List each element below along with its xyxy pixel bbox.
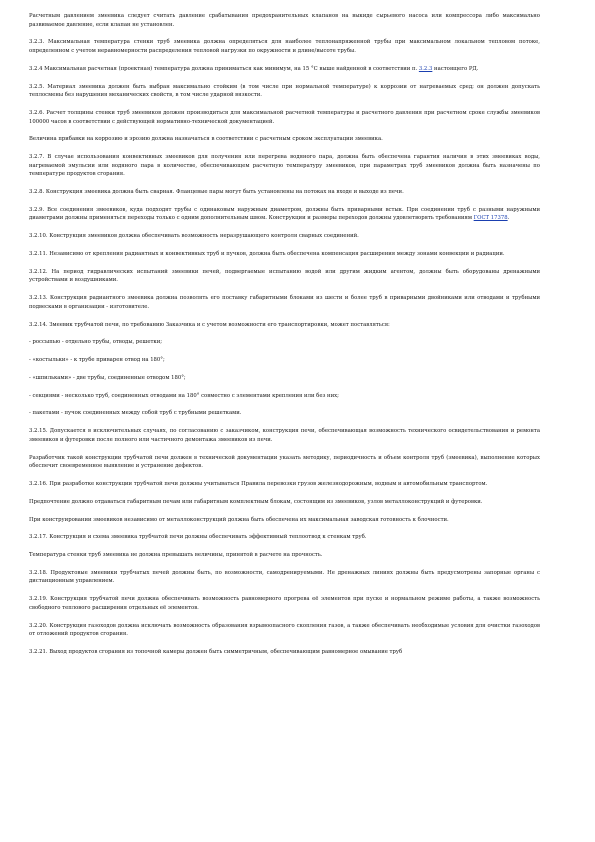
paragraph-text: 3.2.4 Максимальная расчетная (проектная) температура должна приниматься как минимум, на 15 °С выше найденной в соответствии п. bbox=[29, 65, 419, 72]
paragraph-text: 3.2.17. Конструкция и схема змеевика трубчатой печи должны обеспечивать эффективный теплоотвод к стенкам труб. bbox=[29, 534, 367, 541]
paragraph bbox=[29, 409, 540, 418]
paragraph-text: 3.2.18. Продуктовые змеевики трубчатых печей должны быть, по возможности, самодренируемыми. Не дренажных линиях должны быть предусмотрены запорные органы с дистанционным управлением. bbox=[29, 569, 540, 585]
paragraph bbox=[29, 356, 540, 365]
paragraph bbox=[29, 268, 540, 285]
paragraph bbox=[29, 38, 540, 55]
paragraph-text: 3.2.12. На период гидравлических испытаний змеевики печей, подвергаемые испытанию водой или другим жидким агентом, должны быть оборудованы дренажными устройствами и воздушниками. bbox=[29, 268, 540, 284]
paragraph bbox=[29, 392, 540, 401]
paragraph-text: - секциями - несколько труб, соединенных отводами на 180° совместно с элементами крепления или без них; bbox=[29, 392, 339, 399]
paragraph bbox=[29, 498, 540, 507]
reference-link[interactable]: ГОСТ 17378 bbox=[473, 215, 508, 222]
paragraph bbox=[29, 250, 540, 259]
paragraph-text: 3.2.16. При разработке конструкции трубчатой печи должны учитываться Правила перевозки грузов железнодорожным, водным и автомобильным транспортом. bbox=[29, 480, 488, 487]
paragraph bbox=[29, 595, 540, 612]
reference-link[interactable]: 3.2.3 bbox=[418, 65, 433, 72]
paragraph-text: 3.2.11. Независимо от крепления радиантных и конвективных труб и пучков, должна быть обеспечена компенсация расширения между зонами конвекции и радиации. bbox=[29, 250, 505, 257]
paragraph bbox=[29, 427, 540, 444]
paragraph-text: 3.2.10. Конструкция змеевиков должна обеспечивать возможность неразрушающего контроля сварных соединений. bbox=[29, 233, 359, 240]
paragraph bbox=[29, 533, 540, 542]
paragraph bbox=[29, 374, 540, 383]
paragraph bbox=[29, 294, 540, 311]
paragraph bbox=[29, 648, 540, 657]
paragraph-text-after-link: настоящего РД. bbox=[432, 65, 479, 72]
paragraph bbox=[29, 321, 540, 330]
paragraph-text: Предпочтение должно отдаваться габаритным печам или габаритным комплектным блокам, состоящим из змеевиков, узлов металлоконструкций и футеровки. bbox=[29, 498, 483, 505]
paragraph-text: Расчетным давлением змеевика следует считать давление срабатывания предохранительных клапанов на выкиде сырьевого насоса или компрессора либо максимально развиваемое давление, если клапан не установлен. bbox=[29, 13, 540, 28]
paragraph bbox=[29, 232, 540, 241]
paragraph bbox=[29, 12, 540, 29]
paragraph-text: - пакетами - пучок соединенных между собой труб с трубными решетками. bbox=[29, 410, 242, 417]
paragraph bbox=[29, 135, 540, 144]
paragraph-text: 3.2.14. Змеевик трубчатой печи, по требованию Заказчика и с учетом возможности его транспортировки, может поставляться: bbox=[29, 321, 390, 328]
paragraph bbox=[29, 109, 540, 126]
paragraph bbox=[29, 622, 540, 639]
paragraph-text: 3.2.3. Максимальная температура стенки труб змеевика должна определяться для наиболее теплонапряженной трубы при максимальном локальном тепловом потоке, определенном с учетом неравномерности распределения тепловой нагрузки по окружности и длине/высоте трубы. bbox=[29, 39, 540, 54]
paragraph-text: 3.2.6. Расчет толщины стенки труб змеевиков должен производиться для максимальной расчетной температуры и расчетного давления при расчетном сроке службы змеевиков 100000 часов в соответствии с действующей нормативно-технической документацией. bbox=[29, 109, 540, 125]
paragraph bbox=[29, 480, 540, 489]
paragraph bbox=[29, 188, 540, 197]
paragraph-text: 3.2.15. Допускается в исключительных случаях, по согласованию с заказчиком, конструкция печи, обеспечивающая возможность технического освидетельствования и ремонта змеевиков и футеровки после полного или частичного демонтажа змеевиков из печи. bbox=[29, 428, 540, 443]
paragraph-text: 3.2.21. Выход продуктов сгорания из топочной камеры должен быть симметричным, обеспечивающим равномерное омывание труб bbox=[29, 648, 403, 655]
paragraph bbox=[29, 206, 540, 223]
paragraph-text: Величина прибавки на коррозию и эрозию должна назначаться в соответствии с расчетным сроком эксплуатации змеевика. bbox=[29, 136, 383, 143]
paragraph-text: Температура стенки труб змеевика не должна превышать величины, принятой в расчете на прочность. bbox=[29, 552, 323, 559]
paragraph-text: 3.2.7. В случае использования конвективных змеевиков для получения или перегрева водяного пара, должна быть обеспечена гарантия наличия в этих змеевиках воды, нагреваемой эмульсии или водяного пара в количестве, обеспечивающем расчетную температуру змеевиков, при параметрах труб змеевиков должна быть назначены по температуре продуктов сгорания. bbox=[29, 154, 540, 178]
paragraph-text: - «шпильками» - две трубы, соединенные отводом 180°; bbox=[29, 374, 186, 381]
paragraph bbox=[29, 516, 540, 525]
paragraph-text: 3.2.9. Все соединения змеевиков, куда подходят трубы с одинаковым наружным диаметром, должны быть приварными встык. При соединении труб с разными наружными диаметрами должны применяться переходы только с одним дополнительным швом. Конструкции и размеры переходов должны удовлетворять требованиям bbox=[29, 206, 540, 222]
paragraph bbox=[29, 83, 540, 100]
paragraph-text: 3.2.20. Конструкция газоходов должна исключать возможность образования взрывоопасного скопления газов, а также обеспечивать необходимые условия для очистки газоходов от отложений продуктов сгорания. bbox=[29, 622, 540, 638]
paragraph-text: 3.2.19. Конструкция трубчатой печи должна обеспечивать возможность равномерного прогрева её элементов при пуске и нормальном режиме работы, а также возможность свободного теплового расширения отдельных её элементов. bbox=[29, 596, 540, 611]
paragraph bbox=[29, 569, 540, 586]
paragraph-text: - россыпью - отдельно трубы, отводы, решетки; bbox=[29, 339, 163, 346]
paragraph-text: 3.2.8. Конструкция змеевика должна быть сварная. Фланцевые пары могут быть установлены на потоках на входе и выходе из печи. bbox=[29, 189, 404, 196]
paragraph-text: 3.2.5. Материал змеевика должен быть выбран максимально стойким (в том числе при нормальной температуре) к коррозии от нагреваемых сред; он должен допускать теплосмены без нарушения механических свойств, в том числе ударной вязкости. bbox=[29, 83, 540, 99]
paragraph bbox=[29, 153, 540, 179]
paragraph bbox=[29, 454, 540, 471]
paragraph-text: - «костыльки» - к трубе приварен отвод на 180°; bbox=[29, 357, 165, 364]
paragraph-text: 3.2.13. Конструкция радиантного змеевика должна позволять его поставку габаритными блоками из шести и более труб в приварными двойниками или отводами и трубными подвесками в организации - изготовителе. bbox=[29, 295, 540, 310]
paragraph bbox=[29, 338, 540, 347]
paragraph bbox=[29, 551, 540, 560]
paragraph-text: При конструировании змеевиков независимо от металлоконструкций должна быть обеспечена их максимальная заводская готовность к блочности. bbox=[29, 516, 449, 523]
paragraph bbox=[29, 65, 540, 74]
paragraph-text: Разработчик такой конструкции трубчатой печи должен в технической документации указать методику, периодичность и объем контроля труб (змеевика), выполнение которых обеспечит своевременное выявление и устранение дефектов. bbox=[29, 454, 540, 470]
paragraph-text-after-link: . bbox=[507, 215, 510, 222]
